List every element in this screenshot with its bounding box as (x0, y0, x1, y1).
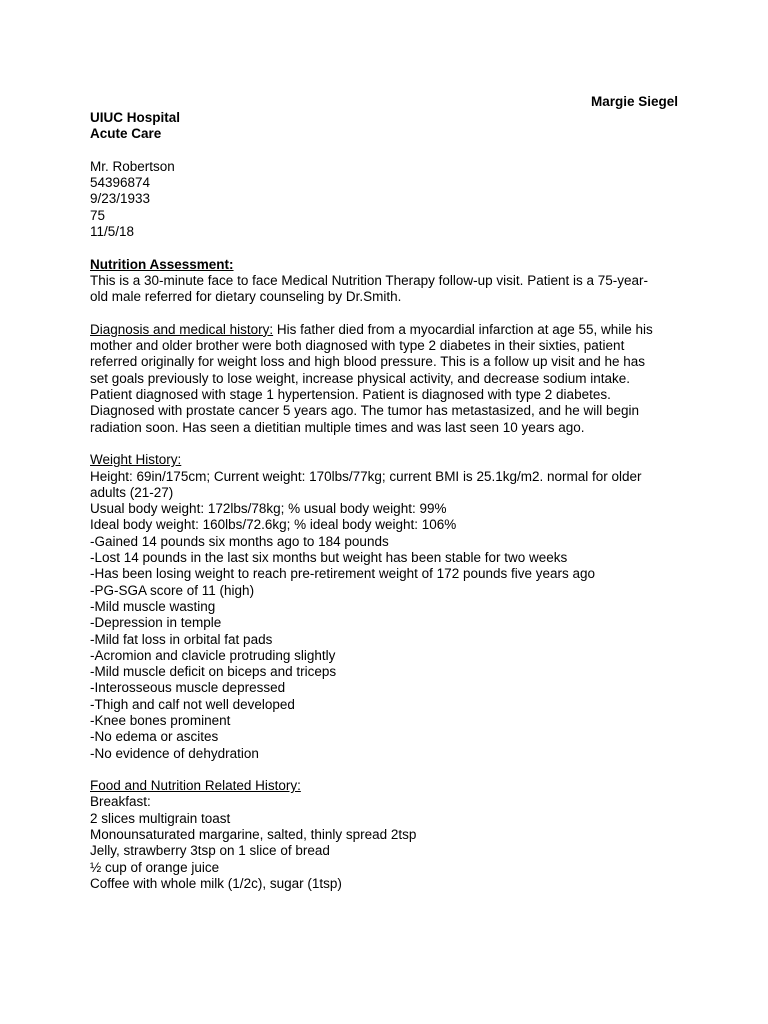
diagnosis-line: radiation soon. Has seen a dietitian multiple times and was last seen 10 years ago. (90, 419, 585, 435)
weight-history-line: -No evidence of dehydration (90, 745, 259, 761)
assessment-heading: Nutrition Assessment: (90, 256, 234, 272)
weight-history-line: -Mild muscle wasting (90, 598, 216, 614)
weight-history-line: Height: 69in/175cm; Current weight: 170lbs/77kg; current BMI is 25.1kg/m2. normal for older (90, 468, 642, 484)
weight-history-line: Usual body weight: 172lbs/78kg; % usual body weight: 99% (90, 501, 447, 517)
institution: UIUC Hospital (90, 110, 181, 125)
weight-history-line: -Thigh and calf not well developed (90, 696, 295, 712)
spacer (90, 143, 690, 159)
spacer (90, 240, 690, 256)
visit-date: 11/5/18 (90, 224, 135, 240)
weight-history-line: -Depression in temple (90, 615, 222, 631)
diagnosis-line: set goals previously to lose weight, increase physical activity, and decrease sodium intake. (90, 370, 631, 386)
weight-history-line: -Mild muscle deficit on biceps and triceps (90, 664, 337, 680)
food-history-line: ½ cup of orange juice (90, 859, 220, 875)
weight-history-line: -Gained 14 pounds six months ago to 184 pounds (90, 533, 389, 549)
diagnosis-heading: Diagnosis and medical history: (90, 321, 274, 337)
diagnosis-line: mother and older brother were both diagnosed with type 2 diabetes in their sixties, patient (90, 338, 625, 354)
diagnosis-line: referred originally for weight loss and high blood pressure. This is a follow up visit and he has (90, 354, 646, 370)
food-history-line: Jelly, strawberry 3tsp on 1 slice of bread (90, 843, 330, 859)
food-history-line: Breakfast: (90, 794, 151, 810)
weight-history-heading: Weight History: (90, 452, 182, 468)
patient-id: 54396874 (90, 175, 151, 191)
weight-history-line: -Mild fat loss in orbital fat pads (90, 631, 273, 647)
care-unit: Acute Care (90, 126, 162, 142)
spacer (90, 306, 690, 322)
weight-history-line: adults (21-27) (90, 484, 174, 500)
diagnosis-line: Diagnosed with prostate cancer 5 years ago. The tumor has metastasized, and he will begin (90, 403, 640, 419)
weight-history-line: -Knee bones prominent (90, 712, 231, 728)
patient-name: Mr. Robertson (90, 158, 175, 174)
food-history-line: 2 slices multigrain toast (90, 810, 231, 826)
weight-history-line: -No edema or ascites (90, 729, 219, 745)
spacer (90, 762, 690, 778)
spacer (90, 436, 690, 452)
diagnosis-first-line-text: His father died from a myocardial infarction at age 55, while his (273, 321, 653, 337)
document-body (90, 110, 690, 892)
food-history-line: Coffee with whole milk (1/2c), sugar (1tsp) (90, 875, 342, 891)
patient-age: 75 (90, 207, 106, 223)
diagnosis-line: Patient diagnosed with stage 1 hypertension. Patient is diagnosed with type 2 diabetes. (90, 387, 611, 403)
food-history-heading: Food and Nutrition Related History: (90, 778, 301, 794)
weight-history-line: -Acromion and clavicle protruding slightly (90, 647, 336, 663)
patient-dob: 9/23/1933 (90, 191, 151, 207)
food-history-line: Monounsaturated margarine, salted, thinly spread 2tsp (90, 827, 417, 843)
weight-history-line: -Interosseous muscle depressed (90, 680, 286, 696)
weight-history-line: -Lost 14 pounds in the last six months but weight has been stable for two weeks (90, 550, 568, 566)
assessment-line: old male referred for dietary counseling by Dr.Smith. (90, 289, 402, 305)
assessment-line: This is a 30-minute face to face Medical Nutrition Therapy follow-up visit. Patient is a 75-year- (90, 272, 648, 288)
weight-history-line: Ideal body weight: 160lbs/72.6kg; % ideal body weight: 106% (90, 517, 457, 533)
diagnosis-first-line (90, 322, 690, 338)
weight-history-line: -Has been losing weight to reach pre-retirement weight of 172 pounds five years ago (90, 566, 596, 582)
weight-history-line: -PG-SGA score of 11 (high) (90, 582, 255, 598)
author-name: Margie Siegel (590, 94, 678, 109)
